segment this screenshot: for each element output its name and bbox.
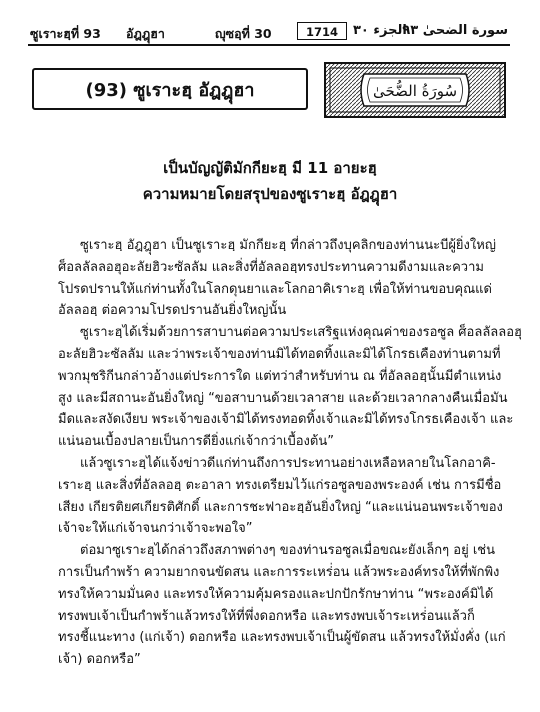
paragraph-line: ต่อมาซูเราะฮฺได้กล่าวถึงสภาพต่างๆ ของท่านรอซูลเมื่อขณะยังเล็กๆ อยู่ เช่น bbox=[80, 543, 495, 559]
paragraph-line: พวกมุชริกีนกล่าวอ้างแต่ประการใด แต่ทว่าสำหรับท่าน ณ ที่อัลลอฮฺนั้นมีตำแหน่ง bbox=[58, 368, 502, 384]
paragraph-line: ทรงชี้แนะทาง (แก่เจ้า) ดอกหรือ และทรงพบเจ้าเป็นผู้ขัดสน แล้วทรงให้มั่งคั่ง (แก่ bbox=[58, 630, 506, 646]
body-text bbox=[58, 235, 522, 671]
paragraph-line: อัลลอฮฺ ต่อความโปรดปรานอันยิ่งใหญ่นั้น bbox=[58, 303, 287, 319]
cartouche-arabic-text: سُورَةُ الضُّحَىٰ bbox=[372, 82, 458, 100]
paragraph bbox=[58, 322, 522, 453]
header-bar bbox=[28, 22, 510, 42]
paragraph-line: การเป็นกำพร้า ความยากจนขัดสน และการระเหร่่อน แล้วพระองค์ทรงให้ที่พักพิง bbox=[58, 564, 500, 580]
paragraph-line: เจ้า) ดอกหรือ” bbox=[58, 652, 141, 668]
header-surah-name: อัฎฎุฮา bbox=[126, 26, 165, 41]
page-header bbox=[28, 22, 510, 42]
paragraph-line: มืดและสงัดเงียบ พระเจ้าของเจ้ามิได้ทรงทอดทิ้งเจ้าและมิได้ทรงโกรธเคืองเจ้า และ bbox=[58, 412, 514, 428]
header-surah-number: ซูเราะฮฺที่ 93 bbox=[30, 26, 101, 41]
heading-summary: ความหมายโดยสรุปของซูเราะฮฺ อัฎฎุฮา bbox=[142, 185, 398, 203]
paragraph-line: ทรงให้ความมั่นคง และทรงให้ความคุ้มครองและปกปักรักษาท่าน “พระองค์มิได้ bbox=[58, 586, 494, 602]
paragraph bbox=[58, 453, 503, 540]
heading-revelation: เป็นบัญญัติมักกียะฮฺ มี 11 อายะฮฺ bbox=[163, 159, 377, 177]
paragraph-line: ซูเราะฮฺ อัฎฎุฮา เป็นซูเราะฮฺ มักกียะฮฺ ที่กล่าวถึงบุคลิกของท่านนะบีผู้ยิ่งใหญ่ bbox=[80, 238, 496, 253]
paragraph-line: ศ็อลลัลลอฮุอะลัยฮิวะซัลลัม และสิ่งที่อัลลอฮฺทรงประทานความดีงามและความ bbox=[58, 259, 484, 275]
title-row bbox=[32, 62, 508, 118]
header-surah-arabic: سورة الضحىٰ ٩٣ bbox=[402, 23, 508, 38]
header-rule bbox=[28, 44, 510, 46]
header-juz: ญุซอฺที่ 30 bbox=[215, 26, 272, 41]
paragraph-line: เสียง เกียรติยศเกียรติศักดิ์ และการชะฟาอะฮฺอันยิ่งใหญ่ “และแน่นอนพระเจ้าของ bbox=[58, 499, 503, 515]
page-number: 1714 bbox=[297, 22, 347, 40]
paragraph bbox=[58, 235, 496, 322]
ornament-frame-icon bbox=[324, 62, 506, 118]
paragraph-line: โปรดปรานให้แก่ท่านทั้งในโลกดุนยาและโลกอาคิเราะฮฺ เพื่อให้ท่านขอบคุณแด่ bbox=[58, 281, 492, 297]
surah-title: (93) ซูเราะฮฺ อัฎฎุฮา bbox=[32, 68, 308, 110]
paragraph-line: แน่นอนเบื้องปลายเป็นการดียิ่งแก่เจ้ากว่าเบื้องต้น” bbox=[58, 434, 334, 450]
paragraph-line: สูง และมีสถานะอันยิ่งใหญ่ “ขอสาบานด้วยเวลาสาย และด้วยเวลากลางคืนเมื่อมัน bbox=[58, 390, 508, 406]
paragraph-line: เจ้าจะให้แก่เจ้าจนกว่าเจ้าจะพอใจ” bbox=[58, 521, 253, 537]
surah-cartouche bbox=[324, 62, 506, 118]
paragraph bbox=[58, 540, 506, 671]
paragraph-line: ซูเราะฮฺได้เริ่มด้วยการสาบานต่อความประเสริฐแห่งคุณค่าของรอซูล ศ็อลลัลลอฮุ bbox=[80, 325, 522, 341]
header-juz-arabic: الجزء ٣٠ bbox=[353, 23, 407, 38]
paragraph-line: เราะฮฺ และสิ่งที่อัลลอฮฺ ตะอาลา ทรงเตรียมไว้แก่รอซูลของพระองค์ เช่น การมีชื่อ bbox=[58, 477, 502, 493]
paragraph-line: อะลัยฮิวะซัลลัม และว่าพระเจ้าของท่านมิได้ทอดทิ้งและมิได้โกรธเคืองท่านตามที่ bbox=[58, 346, 501, 362]
paragraph-line: แล้วซูเราะฮฺได้แจ้งข่าวดีแก่ท่านถึงการประทานอย่างเหลือหลายในโลกอาคิ- bbox=[80, 455, 496, 471]
paragraph-line: ทรงพบเจ้าเป็นกำพร้าแล้วทรงให้ที่พึ่งดอกหรือ และทรงพบเจ้าระเหร่่อนแล้วก็ bbox=[58, 608, 475, 624]
